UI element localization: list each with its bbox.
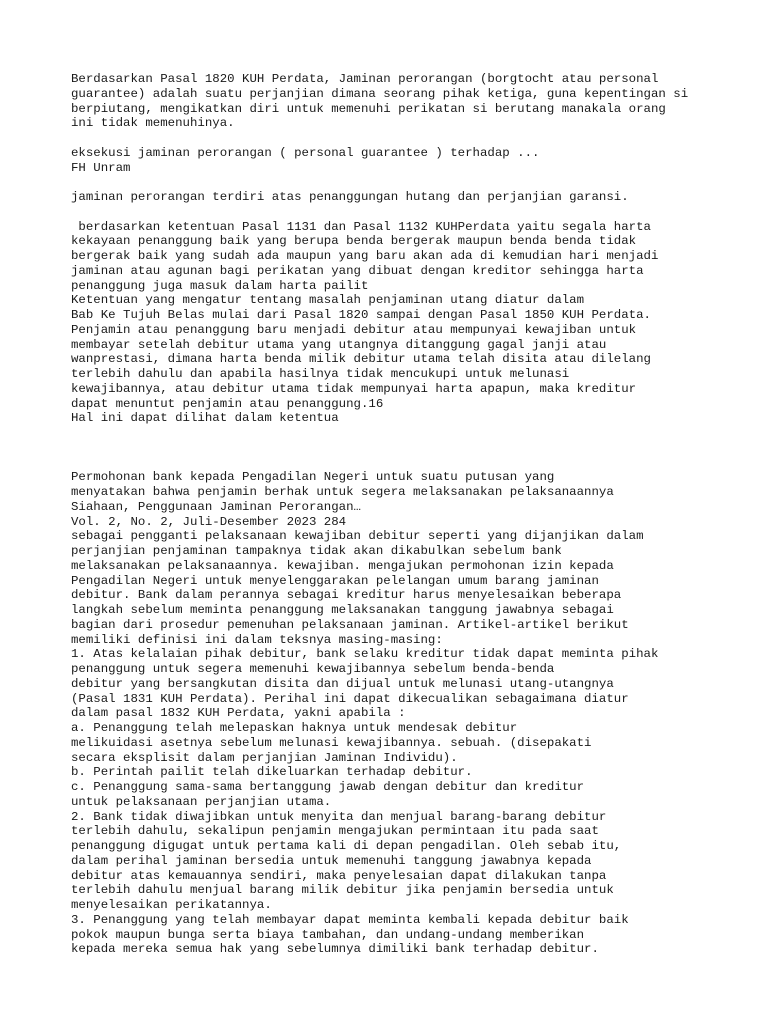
document-body <box>71 72 761 957</box>
text-line: Permohonan bank kepada Pengadilan Negeri untuk suatu putusan yang <box>71 470 555 485</box>
text-line: terlebih dahulu menjual barang milik debitur jika penjamin bersedia untuk <box>71 883 614 898</box>
text-line: debitur. Bank dalam perannya sebagai kreditur harus menyelesaikan beberapa <box>71 588 622 603</box>
text-line: berpiutang, mengikatkan diri untuk memenuhi perikatan si berutang manakala orang <box>71 101 666 116</box>
blank-line <box>71 456 761 471</box>
text-line: penanggung digugat untuk pertama kali di depan pengadilan. Oleh sebab itu, <box>71 839 622 853</box>
text-line: membayar setelah debitur utama yang utangnya ditanggung gagal janji atau <box>71 337 607 352</box>
text-line: dalam pasal 1832 KUH Perdata, yakni apabila : <box>71 706 406 721</box>
text-line: langkah sebelum meminta penanggung melaksanakan tanggung jawabnya sebagai <box>71 603 614 617</box>
text-line: sebagai pengganti pelaksanaan kewajiban debitur seperti yang dijanjikan dalam <box>71 529 644 544</box>
blank-line <box>71 426 761 441</box>
text-line: perjanjian penjaminan tampaknya tidak akan dikabulkan sebelum bank <box>71 544 562 558</box>
text-line: Bab Ke Tujuh Belas mulai dari Pasal 1820 sampai dengan Pasal 1850 KUH Perdata. <box>71 308 651 322</box>
text-line: untuk pelaksanaan perjanjian utama. <box>71 794 332 809</box>
text-line: eksekusi jaminan perorangan ( personal guarantee ) terhadap ... <box>71 145 540 160</box>
text-line: debitur yang bersangkutan disita dan dijual untuk melunasi utang-utangnya <box>71 676 614 691</box>
text-line: FH Unram <box>71 160 131 175</box>
text-line: b. Perintah pailit telah dikeluarkan terhadap debitur. <box>71 765 473 780</box>
text-line: menyatakan bahwa penjamin berhak untuk segera melaksanakan pelaksanaannya <box>71 485 614 499</box>
text-line: menyelesaikan perikatannya. <box>71 898 272 912</box>
text-line: (Pasal 1831 KUH Perdata). Perihal ini dapat dikecualikan sebagaimana diatur <box>71 691 629 706</box>
text-line: secara eksplisit dalam perjanjian Jaminan Individu). <box>71 750 458 765</box>
text-line: jaminan perorangan terdiri atas penanggungan hutang dan perjanjian garansi. <box>71 190 629 204</box>
blank-line <box>71 441 761 456</box>
text-line: wanprestasi, dimana harta benda milik debitur utama telah disita atau dilelang <box>71 352 651 367</box>
text-line: guarantee) adalah suatu perjanjian dimana seorang pihak ketiga, guna kepentingan si <box>71 86 689 101</box>
text-line: kepada mereka semua hak yang sebelumnya dimiliki bank terhadap debitur. <box>71 942 599 957</box>
text-line: melikuidasi asetnya sebelum melunasi kewajibannya. sebuah. (disepakati <box>71 735 592 750</box>
text-line: 3. Penanggung yang telah membayar dapat meminta kembali kepada debitur baik <box>71 912 629 927</box>
blank-line <box>71 131 761 146</box>
text-line: dalam perihal jaminan bersedia untuk memenuhi tanggung jawabnya kepada <box>71 853 592 868</box>
text-line: bergerak baik yang sudah ada maupun yang baru akan ada di kemudian hari menjadi <box>71 249 659 263</box>
text-line: debitur atas kemauannya sendiri, maka penyelesaian dapat dilakukan tanpa <box>71 868 607 883</box>
text-line: Vol. 2, No. 2, Juli-Desember 2023 284 <box>71 514 347 529</box>
blank-line <box>71 205 761 220</box>
text-line: Pengadilan Negeri untuk menyelenggarakan pelelangan umum barang jaminan <box>71 573 599 588</box>
text-line: terlebih dahulu, sekalipun penjamin mengajukan permintaan itu pada saat <box>71 824 599 839</box>
text-line: memiliki definisi ini dalam teksnya masing-masing: <box>71 632 443 647</box>
text-line: Penjamin atau penanggung baru menjadi debitur atau mempunyai kewajiban untuk <box>71 322 637 337</box>
text-line: Berdasarkan Pasal 1820 KUH Perdata, Jaminan perorangan (borgtocht atau personal <box>71 72 659 86</box>
text-line: kewajibannya, atau debitur utama tidak mempunyai harta apapun, maka kreditur <box>71 381 637 396</box>
text-line: 1. Atas kelalaian pihak debitur, bank selaku kreditur tidak dapat meminta pihak <box>71 647 659 662</box>
text-line: berdasarkan ketentuan Pasal 1131 dan Pasal 1132 KUHPerdata yaitu segala harta <box>71 219 651 234</box>
text-line: ini tidak memenuhinya. <box>71 116 235 131</box>
text-line: bagian dari prosedur pemenuhan pelaksanaan jaminan. Artikel-artikel berikut <box>71 617 629 632</box>
text-line: dapat menuntut penjamin atau penanggung.16 <box>71 396 384 411</box>
text-line: jaminan atau agunan bagi perikatan yang dibuat dengan kreditor sehingga harta <box>71 263 644 278</box>
text-line: Ketentuan yang mengatur tentang masalah penjaminan utang diatur dalam <box>71 293 585 308</box>
text-line: penanggung untuk segera memenuhi kewajibannya sebelum benda-benda <box>71 662 555 676</box>
text-line: penanggung juga masuk dalam harta pailit <box>71 278 369 293</box>
text-line: c. Penanggung sama-sama bertanggung jawab dengan debitur dan kreditur <box>71 780 585 794</box>
text-line: 2. Bank tidak diwajibkan untuk menyita dan menjual barang-barang debitur <box>71 809 607 824</box>
blank-line <box>71 175 761 190</box>
text-line: Hal ini dapat dilihat dalam ketentua <box>71 411 339 426</box>
text-line: terlebih dahulu dan apabila hasilnya tidak mencukupi untuk melunasi <box>71 367 570 381</box>
text-line: kekayaan penanggung baik yang berupa benda bergerak maupun benda benda tidak <box>71 234 637 249</box>
text-line: melaksanakan pelaksanaannya. kewajiban. mengajukan permohonan izin kepada <box>71 558 614 573</box>
text-line: pokok maupun bunga serta biaya tambahan, dan undang-undang memberikan <box>71 927 585 942</box>
text-line: Siahaan, Penggunaan Jaminan Perorangan… <box>71 499 361 514</box>
text-line: a. Penanggung telah melepaskan haknya untuk mendesak debitur <box>71 721 518 735</box>
